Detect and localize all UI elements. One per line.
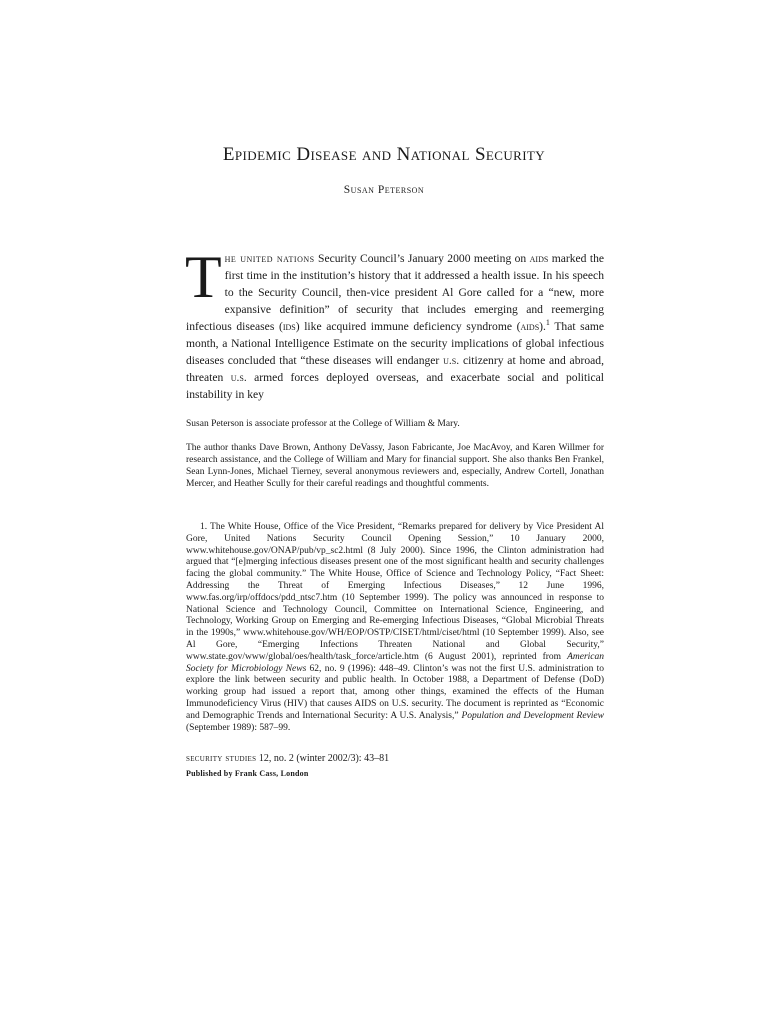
body-text-segment: That same month, a National Intelligence Estimate on the security implications of global infectious diseases concluded that “these diseases will endanger	[186, 320, 605, 367]
body-text-segment: marked the first time in the institution’s history that it addressed a health issue. In his speech to the Security Council, then-vice president Al Gore called for a “new, more expansive definition” of security that includes emerging and reemerging infectious diseases (	[186, 252, 605, 333]
acronym-us: u.s.	[230, 371, 247, 384]
article-opening-paragraph	[185, 244, 605, 403]
body-text-segment: Security Council’s January 2000 meeting on	[314, 252, 530, 265]
journal-name: security studies	[186, 753, 257, 764]
journal-citation	[186, 752, 604, 765]
article-title: Epidemic Disease and National Security	[222, 144, 546, 165]
footnote-text: The White House, Office of the Vice President, “Remarks prepared for delivery by Vice President Al Gore, United Nations Security Council Opening Session,” 10 January 2000, www.whitehouse.gov/ONAP/pub/vp_sc2.html (8 July 2000). Since 1996, the Clinton administration had argued that “[e]merging infectious diseases present one of the most significant health and security challenges facing the global community.” The White House, Office of Science and Technology Policy, “Fact Sheet: Addressing the Threat of Emerging Infectious Diseases,” 12 June 1996, www.fas.org/irp/offdocs/pdd_ntsc7.htm (10 September 1999). The policy was announced in response to National Science and Technology Council, Committee on International Science, Engineering, and Technology, Working Group on Emerging and Re-emerging Infectious Diseases, “Global Microbial Threats in the 1990s,” www.whitehouse.gov/WH/EOP/OSTP/CISET/html/ciset/html (10 September 1999). Also, see Al Gore, “Emerging Infections Threaten National and Global Security,” www.state.gov/www/global/oes/health/task_force/article.htm (6 August 2001), reprinted from	[186, 522, 604, 662]
article-author: Susan Peterson	[343, 184, 425, 196]
body-text-segment: ).	[539, 320, 546, 333]
body-text-segment: ) like acquired immune deficiency syndrome (	[295, 320, 521, 333]
body-text-segment: armed forces deployed overseas, and exacerbate social and political instability in key	[186, 371, 604, 401]
drop-cap: T	[185, 244, 222, 310]
footnote-1	[186, 522, 604, 734]
body-text-segment: citizenry at home and abroad, threaten	[186, 354, 604, 384]
footnote-journal-title: American Society for Microbiology News	[186, 651, 604, 674]
acronym-ids: ids	[282, 320, 296, 333]
journal-volume-pages: 12, no. 2 (winter 2002/3): 43–81	[256, 753, 390, 764]
footnote-text: (September 1989): 587–99.	[186, 722, 291, 733]
acknowledgments: The author thanks Dave Brown, Anthony DeVassy, Jason Fabricante, Joe MacAvoy, and Karen Willmer for research assistance, and the College of William and Mary for financial support. She also thanks Ben Frankel, Sean Lynn-Jones, Michael Tierney, several anonymous reviewers and, especially, Andrew Cortell, Jonathan Mercer, and Heather Scully for their careful readings and thoughtful comments.	[186, 443, 604, 489]
footnote-reference[interactable]: 1	[545, 318, 550, 328]
acronym-aids: aids	[520, 320, 540, 333]
acronym-us: u.s.	[443, 354, 460, 367]
acronym-aids: aids	[529, 252, 549, 265]
author-affiliation: Susan Peterson is associate professor at the College of William & Mary.	[186, 419, 460, 429]
footnote-number: 1.	[200, 522, 208, 532]
footnote-text: 62, no. 9 (1996): 448–49. Clinton’s was not the first U.S. administration to explore the link between security and public health. In October 1988, a Department of Defense (DoD) working group had issued a report that, among other things, examined the effects of the Human Immunodeficiency Virus (HIV) that causes AIDS on U.S. security. The document is reprinted as “Economic and Demographic Trends and International Security: A U.S. Analysis,”	[186, 663, 604, 721]
publisher-line: Published by Frank Cass, London	[186, 769, 309, 778]
footnote-journal-title: Population and Development Review	[461, 710, 604, 721]
lead-in-small-caps: he united nations	[224, 252, 315, 265]
